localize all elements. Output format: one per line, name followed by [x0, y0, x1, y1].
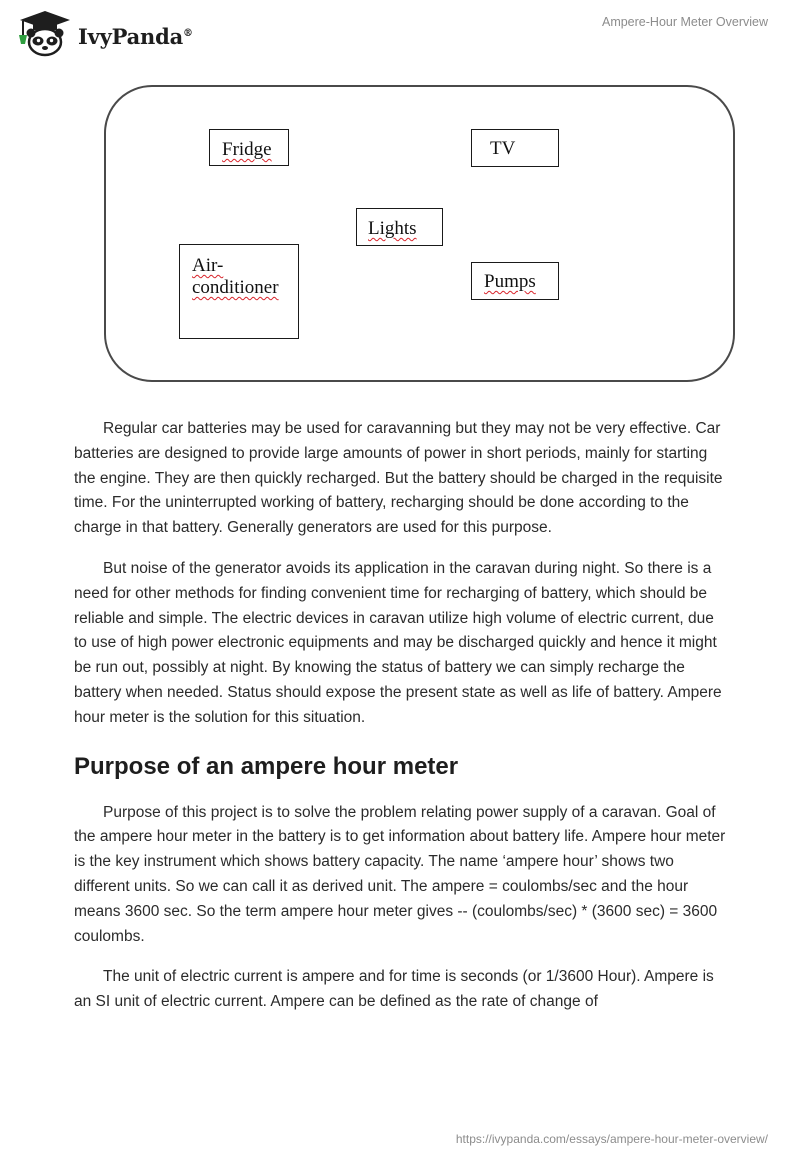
device-label-air-conditioner-line2: conditioner: [192, 277, 279, 298]
panda-mortarboard-icon: [14, 8, 76, 58]
paragraph-car-batteries: Regular car batteries may be used for caravanning but they may not be very effective. Car batteries are designed to provide large amounts of power in short periods, mainly for starting the engine. They are then quickly recharged. But the battery should be charged in the requisite time. For the uninterrupted working of battery, recharging should be done according to the charge in that battery. Generally generators are used for this purpose.: [74, 420, 723, 537]
page-header: [0, 0, 800, 60]
device-box-lights: [356, 208, 443, 246]
device-box-pumps: [471, 262, 559, 300]
ivypanda-logo[interactable]: [14, 8, 193, 58]
paragraph-generator-noise: But noise of the generator avoids its application in the caravan during night. So there is a need for other methods for finding convenient time for recharging of battery, which should be reliable and simple. The electric devices in caravan utilize high volume of electric current, due to use of high power electronic equipments and may be discharged quickly and hence it might be run out, possibly at night. By knowing the status of battery we can simply recharge the battery when needed. Status should expose the present state as well as life of battery. Ampere hour meter is the solution for this situation.: [74, 559, 722, 726]
caravan-devices-diagram: [104, 85, 735, 382]
device-label-lights: Lights: [368, 218, 417, 239]
brand-name: IvyPanda®: [78, 23, 193, 49]
device-box-air-conditioner: [179, 244, 299, 339]
source-url[interactable]: https://ivypanda.com/essays/ampere-hour-meter-overview/: [455, 1132, 768, 1146]
paragraph-purpose: Purpose of this project is to solve the problem relating power supply of a caravan. Goal of the ampere hour meter in the battery is to get information about battery life. Ampere hour meter is the key instrument which shows battery capacity. The name ‘ampere hour’ shows two different units. So we can call it as derived unit. The ampere = coulombs/sec and the hour means 3600 sec. So the term ampere hour meter gives -- (coulombs/sec) * (3600 sec) = 3600 coulombs.: [74, 803, 726, 945]
article-body: [74, 417, 726, 1031]
device-box-tv: [471, 129, 559, 167]
device-label-pumps: Pumps: [484, 271, 536, 292]
device-label-fridge: Fridge: [222, 139, 272, 160]
device-box-fridge: [209, 129, 289, 166]
paragraph-unit-of-current: The unit of electric current is ampere and for time is seconds (or 1/3600 Hour). Ampere is an SI unit of electric current. Ampere can be defined as the rate of change of: [74, 968, 714, 1011]
device-label-tv: TV: [490, 138, 516, 159]
document-title: Ampere-Hour Meter Overview: [601, 15, 768, 29]
device-label-air-conditioner-line1: Air-: [192, 255, 224, 276]
section-heading-purpose: Purpose of an ampere hour meter: [74, 752, 459, 780]
